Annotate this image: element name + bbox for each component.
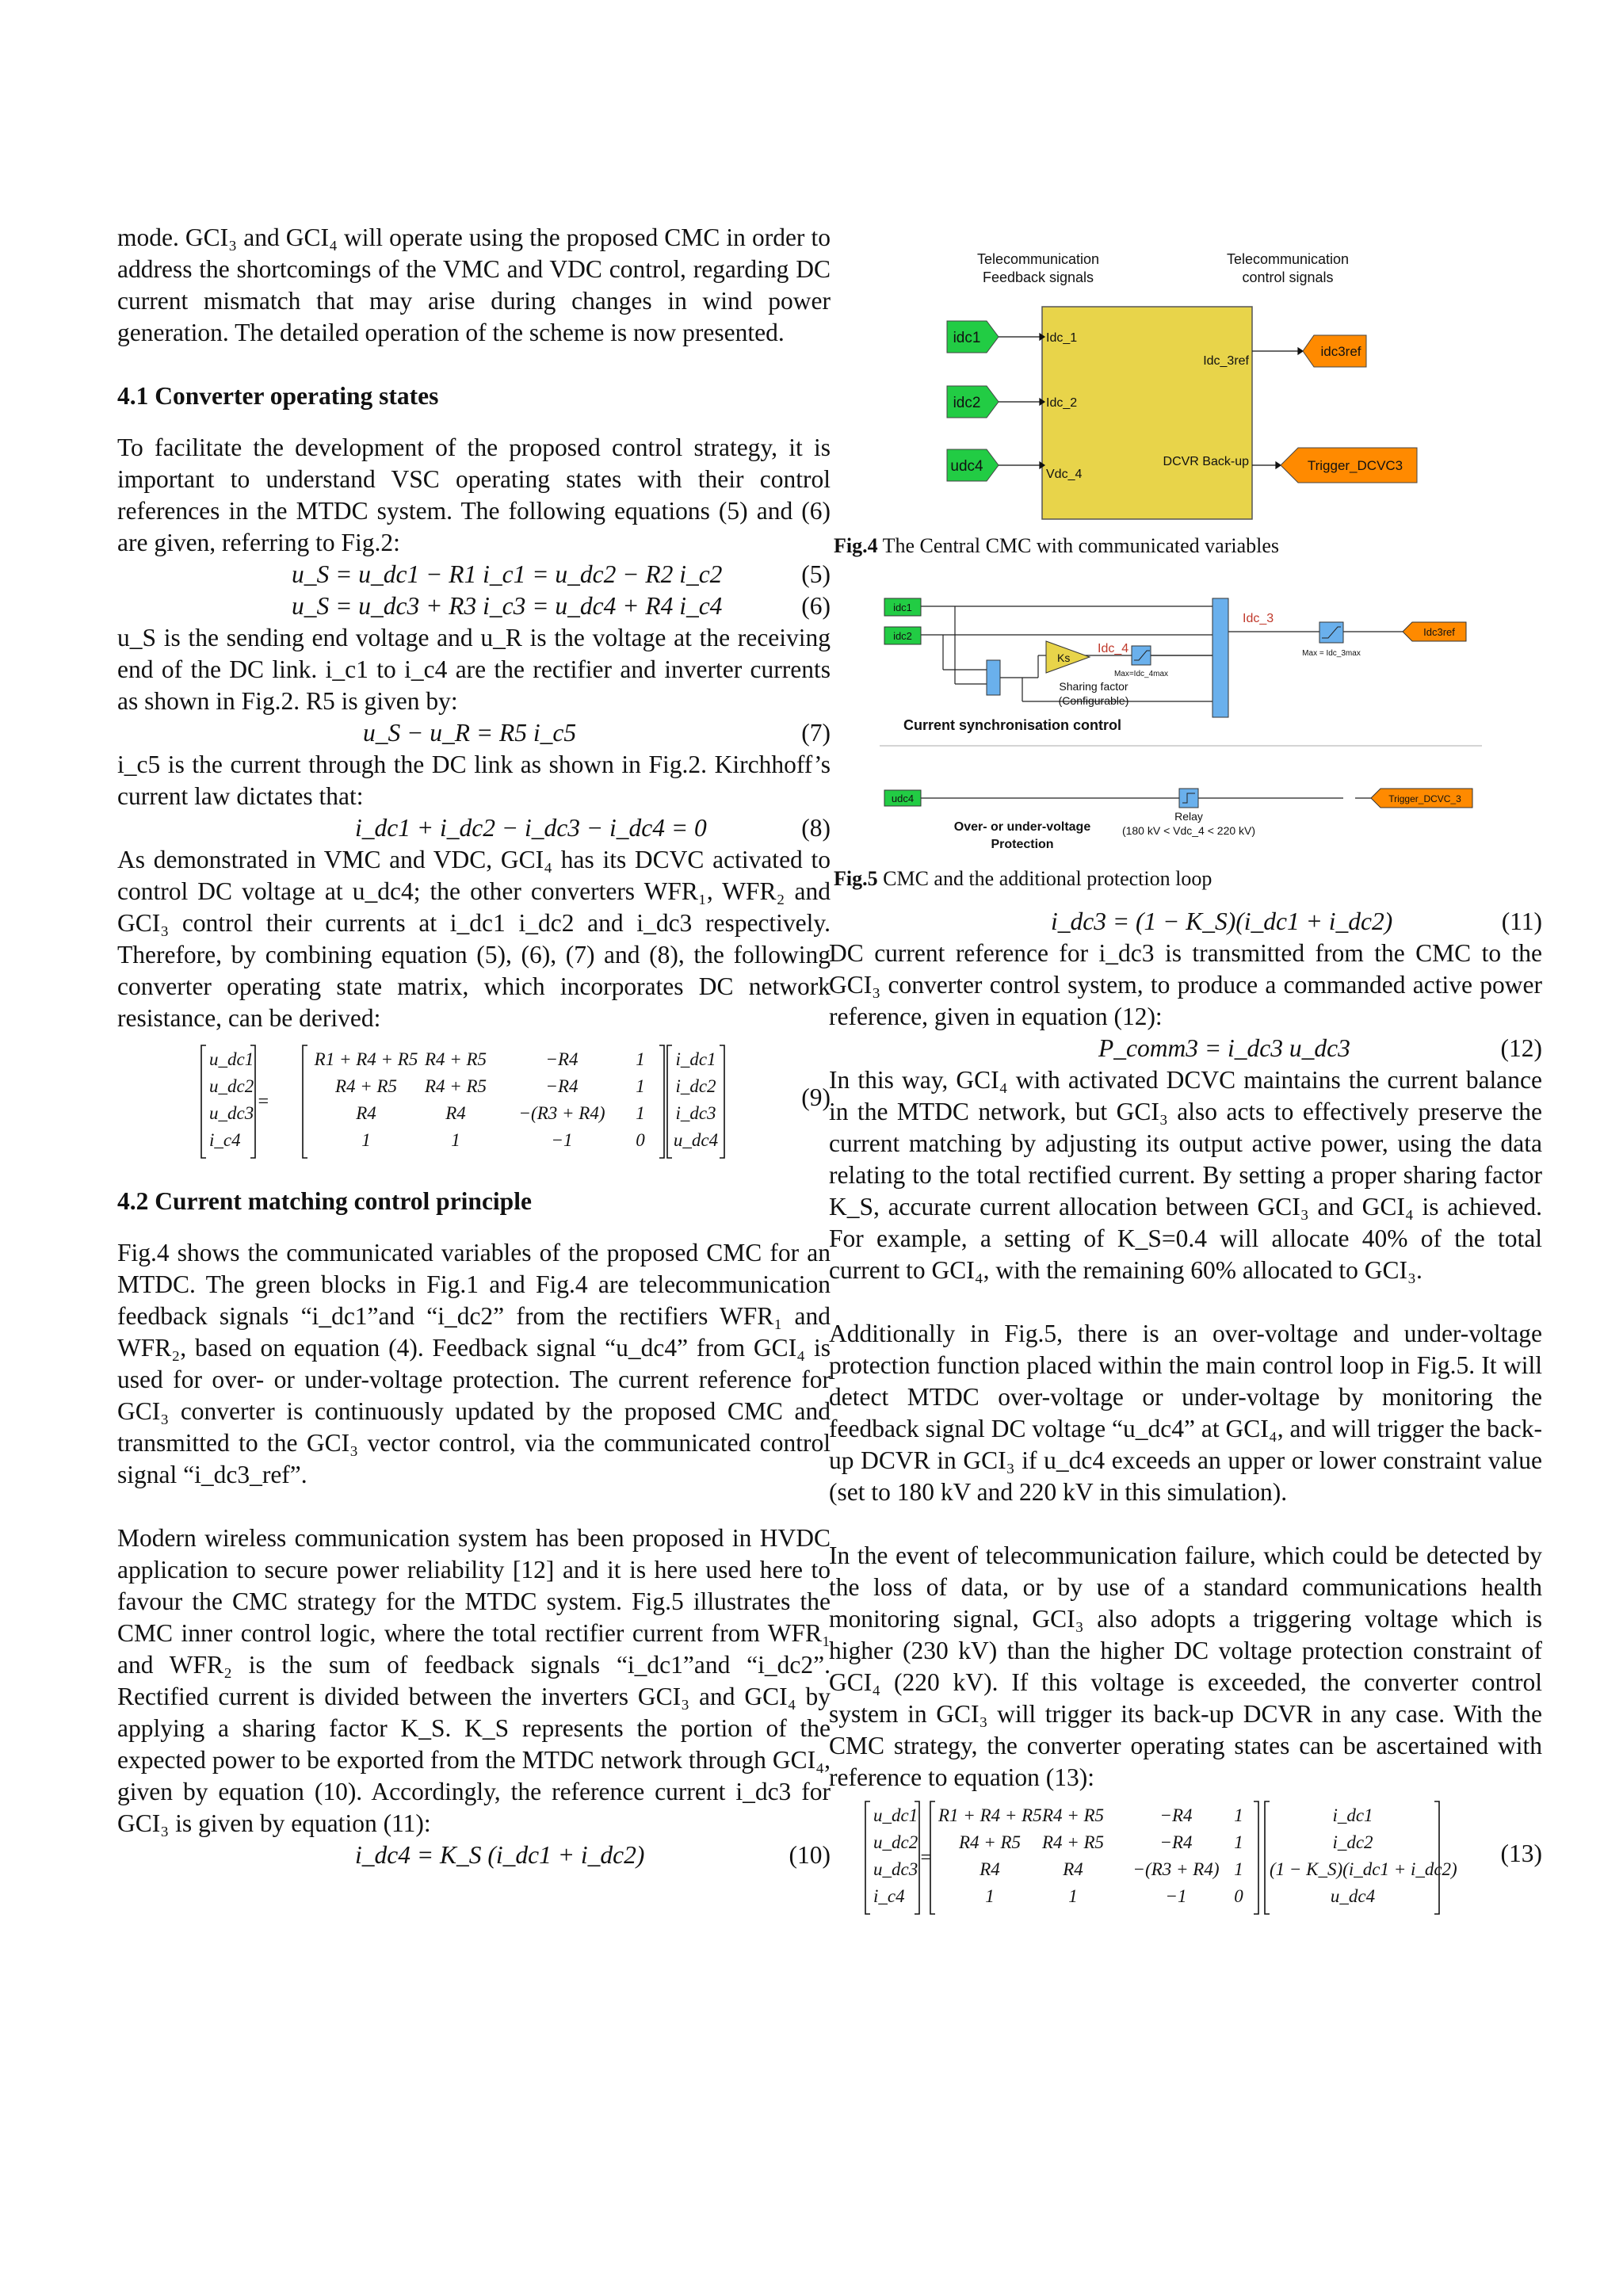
paragraph-matrix-intro: As demonstrated in VMC and VDC, GCI₄ has its DCVC activated to control DC voltage at u_dc4; the other converters WFR₁, WFR₂ and GCI₃ control their currents at i_dc1 i_dc2 and i_dc3 respectively. Therefore, by combining equation (5), (6), (7) and (8), the following converter operating state matrix, which incorporates DC network resistance, can be derived: [117,846,831,1032]
fig4-port-idc2: Idc_2 [1046,396,1078,410]
matrix-cell: −R4 [1159,1805,1193,1825]
fig4-label-feedback-line2: Feedback signals [982,269,1094,285]
equation-13-cells [829,1797,1542,1920]
fig4-port-dcvr-backup: DCVR Back-up [1163,455,1249,468]
matrix-cell: 1 [636,1103,645,1123]
fig5-saturation-idc3 [1319,622,1343,643]
fig5-input-idc1-label: idc1 [893,602,912,613]
paragraph-current-reference: DC current reference for i_dc3 is transmitted from the CMC to the GCI₃ converter control system, to produce a commanded active power reference, given in equation (12): [829,939,1542,1030]
figure-5 [880,590,1482,860]
matrix-cell: −1 [1165,1886,1187,1906]
matrix-cell: 1 [985,1886,995,1906]
matrix-rhs-cell: i_dc1 [675,1049,716,1069]
equation-7 [117,717,831,749]
matrix-rhs-cell: u_dc4 [1330,1886,1376,1906]
fig4-label-control-line1: Telecommunication [1226,251,1350,267]
equation-8 [117,812,831,844]
equation-9-matrix [117,1041,831,1163]
fig5-relay-label: Relay [1174,810,1203,823]
fig4-input-idc2-label: idc2 [953,395,981,411]
equation-9-cells [117,1041,831,1163]
fig5-relay-block [1179,789,1198,808]
paragraph-intro: mode. GCI₃ and GCI₄ will operate using the proposed CMC in order to address the shortcomings of the VMC and VDC control, regarding DC current mismatch that may arise during changes in wind power generation. The detailed operation of the scheme is now presented. [117,223,831,346]
equation-5-number: (5) [801,560,831,588]
matrix-cell: −R4 [1159,1832,1193,1852]
matrix-lhs-cell: u_dc2 [209,1076,254,1096]
matrix-cell: R4 [1063,1859,1083,1879]
matrix-cell: −(R3 + R4) [1132,1859,1220,1879]
fig4-output-idc3ref-label: idc3ref [1320,344,1361,359]
matrix-lhs-cell: u_dc3 [209,1103,254,1123]
fig5-input-udc4-label: udc4 [891,793,915,804]
matrix-cell: 1 [361,1130,371,1150]
fig5-protection-label: Over- or under-voltage [953,820,1091,834]
fig5-max4-label: Max=Idc_4max [1113,670,1169,678]
equation-13-matrix [829,1797,1542,1920]
fig4-port-vdc4: Vdc_4 [1046,468,1083,481]
equation-10 [117,1839,831,1871]
matrix-rhs-cell: u_dc4 [673,1130,719,1150]
equation-12 [829,1033,1542,1064]
matrix-lhs-cell: u_dc2 [873,1832,918,1852]
matrix-lhs-cell: u_dc3 [873,1859,918,1879]
figure-5-caption-text: CMC and the additional protection loop [877,867,1212,890]
matrix-cell: −1 [551,1130,573,1150]
paragraph-operating-states: To facilitate the development of the proposed control strategy, it is important to understand VSC operating states with their control references in the MTDC system. The following equations (5) and (6) are given, referring to Fig.2: [117,434,831,556]
equation-7-number: (7) [801,719,831,747]
paragraph-current-balance: In this way, GCI₄ with activated DCVC maintains the current balance in the MTDC network, but GCI₃ also acts to effectively preserve the current matching by adjusting its output active power, using the data relating to the total rectified current. By setting a proper sharing factor K_S, accurate current allocation between GCI₃ and GCI₄ is achieved. For example, a setting of K_S=0.4 will allocate 40% of the total current to GCI₄, with the remaining 60% allocated to GCI₃. [829,1066,1542,1284]
right-column [829,906,1542,1920]
equation-9-number: (9) [801,1083,831,1111]
fig5-idc3-label: Idc_3 [1243,612,1274,625]
matrix-lhs-cell: u_dc1 [209,1049,254,1069]
paragraph-wireless: Modern wireless communication system has been proposed in HVDC application to secure power reliability [12] and it is here used here to favour the CMC strategy for the MTDC system. Fig.5 illustrates the CMC inner control logic, where the total rectifier current from WFR₁ and WFR₂ is the sum of feedback signals “i_dc1”and “i_dc2”. Rectified current is divided between the inverters GCI₃ and GCI₄ by applying a sharing factor K_S. K_S represents the portion of the expected power to be exported from the MTDC network through GCI₄, given by equation (10). Accordingly, the reference current i_dc3 for GCI₃ is given by equation (11): [117,1524,831,1837]
matrix-cell: 1 [1234,1859,1243,1879]
fig5-output-idc3ref-label: Idc3ref [1423,626,1455,638]
fig5-relay-range-label: (180 kV < Vdc_4 < 220 kV) [1121,824,1256,837]
matrix-cell: R4 + R5 [424,1076,487,1096]
fig5-sharing-label: Sharing factor [1059,680,1128,693]
figure-4-caption-label: Fig.4 [834,534,878,557]
matrix-cell: 0 [1234,1886,1243,1906]
matrix-lhs-cell: i_c4 [209,1130,241,1150]
matrix-cell: R4 + R5 [334,1076,398,1096]
equation-11-number: (11) [1501,907,1542,935]
fig5-max-label: Max = Idc_3max [1302,649,1361,658]
paragraph-communicated-variables: Fig.4 shows the communicated variables of the proposed CMC for an MTDC. The green blocks in Fig.1 and Fig.4 are telecommunication feedback signals “i_dc1”and “i_dc2” from the rectifiers WFR₁ and WFR₂, based on equation (4). Feedback signal “u_dc4” from GCI₄ is used for over- or under-voltage protection. The current reference for GCI₃ converter is continuously updated by the proposed CMC and transmitted to the GCI₃ vector control, via the communicated control signal “i_dc3_ref”. [117,1239,831,1488]
left-column [117,222,831,1871]
equation-10-text: i_dc4 = K_S (i_dc1 + i_dc2) [355,1841,645,1869]
figure-4 [935,250,1426,527]
fig5-idc4-label: Idc_4 [1098,642,1129,655]
equation-6-text: u_S = u_dc3 + R3 i_c3 = u_dc4 + R4 i_c4 [292,592,723,620]
fig4-output-trigger-label: Trigger_DCVC3 [1307,458,1403,473]
fig5-output-trigger-label: Trigger_DCVC_3 [1388,793,1461,804]
matrix-cell: R4 [980,1859,1000,1879]
fig4-label-feedback-line1: Telecommunication [976,251,1100,267]
matrix-rhs-cell: i_dc3 [675,1103,716,1123]
fig4-input-udc4-label: udc4 [950,458,983,475]
equation-11 [829,906,1542,938]
figure-5-caption [834,866,1212,892]
matrix-cell: −R4 [545,1049,579,1069]
matrix-lhs-cell: i_c4 [873,1886,905,1906]
figure-4-diagram [935,250,1426,527]
equation-6-number: (6) [801,592,831,620]
fig4-port-idc3ref: Idc_3ref [1203,354,1249,368]
matrix-rhs-cell: i_dc2 [675,1076,716,1096]
matrix-cell: 0 [636,1130,645,1150]
matrix-cell: R4 + R5 [1041,1832,1105,1852]
figure-4-caption [834,533,1279,559]
fig5-configurable-label: (Configurable) [1058,694,1129,707]
matrix-lhs-cell: u_dc1 [873,1805,918,1825]
svg-text:=: = [257,1091,270,1112]
matrix-cell: 1 [1234,1805,1243,1825]
matrix-cell: R4 [356,1103,376,1123]
matrix-rhs-cell: i_dc2 [1332,1832,1373,1852]
equation-7-text: u_S − u_R = R5 i_c5 [363,719,577,747]
equation-13-number: (13) [1500,1839,1542,1867]
matrix-cell: R4 + R5 [424,1049,487,1069]
equation-10-number: (10) [789,1841,831,1869]
matrix-cell: R1 + R4 + R5 [938,1805,1042,1825]
fig5-mux-block [1212,598,1228,717]
equation-12-text: P_comm3 = i_dc3 u_dc3 [1098,1034,1350,1062]
matrix-cell: R4 [445,1103,466,1123]
figure-5-caption-label: Fig.5 [834,867,878,890]
matrix-cell: 1 [636,1076,645,1096]
svg-text:=: = [919,1847,933,1868]
fig5-saturation-idc4 [1132,646,1151,665]
matrix-cell: 1 [636,1049,645,1069]
matrix-cell: R4 + R5 [958,1832,1022,1852]
equation-8-number: (8) [801,814,831,842]
equation-8-text: i_dc1 + i_dc2 − i_dc3 − i_dc4 = 0 [355,814,707,842]
matrix-cell: 1 [1068,1886,1078,1906]
fig4-label-control-line2: control signals [1242,269,1334,285]
figure-4-caption-text: The Central CMC with communicated variables [877,534,1280,557]
paragraph-telecom-failure: In the event of telecommunication failure, which could be detected by the loss of data, or by use of a standard communications health monitoring signal, GCI₃ also adopts a triggering voltage which is higher (230 kV) than the higher DC voltage protection constraint of GCI₄ (220 kV). If this voltage is exceeded, the converter control system in GCI₃ will trigger its back-up DCVR in any case. With the CMC strategy, the converter operating states can be ascertained with reference to equation (13): [829,1541,1542,1791]
matrix-cell: −(R3 + R4) [518,1103,605,1123]
section-4-2-heading: 4.2 Current matching control principle [117,1187,532,1215]
equation-12-number: (12) [1500,1034,1542,1062]
paragraph-voltages: u_S is the sending end voltage and u_R is the voltage at the receiving end of the DC link. i_c1 to i_c4 are the rectifier and inverter currents as shown in Fig.2. R5 is given by: [117,624,831,715]
section-4-1-heading: 4.1 Converter operating states [117,382,439,410]
matrix-cell: 1 [1234,1832,1243,1852]
paragraph-protection: Additionally in Fig.5, there is an over-voltage and under-voltage protection function placed within the main control loop in Fig.5. It will detect MTDC over-voltage or under-voltage by monitoring the feedback signal DC voltage “u_dc4” at GCI₄, and will trigger the back-up DCVR in GCI₃ if u_dc4 exceeds an upper or lower constraint value (set to 180 kV and 220 kV in this simulation). [829,1320,1542,1506]
fig4-port-idc1: Idc_1 [1046,331,1078,345]
fig5-csc-label: Current synchronisation control [903,717,1122,733]
fig5-protection-label-2: Protection [991,838,1054,851]
fig5-input-idc2-label: idc2 [893,630,912,642]
equation-5-text: u_S = u_dc1 − R1 i_c1 = u_dc2 − R2 i_c2 [292,560,723,588]
equation-6 [117,590,831,622]
matrix-cell: 1 [451,1130,460,1150]
matrix-cell: R1 + R4 + R5 [314,1049,418,1069]
matrix-rhs-cell: (1 − K_S)(i_dc1 + i_dc2) [1270,1859,1457,1879]
equation-11-text: i_dc3 = (1 − K_S)(i_dc1 + i_dc2) [1051,907,1393,935]
figure-5-diagram [880,590,1482,860]
equation-5 [117,559,831,590]
fig4-input-idc1-label: idc1 [953,330,981,346]
matrix-cell: −R4 [545,1076,579,1096]
fig5-ks-label: Ks [1057,651,1071,664]
matrix-rhs-cell: i_dc1 [1332,1805,1373,1825]
matrix-cell: R4 + R5 [1041,1805,1105,1825]
paragraph-kirchhoff: i_c5 is the current through the DC link as shown in Fig.2. Kirchhoff’s current law dictates that: [117,751,831,810]
fig5-sum-block [987,660,1000,695]
